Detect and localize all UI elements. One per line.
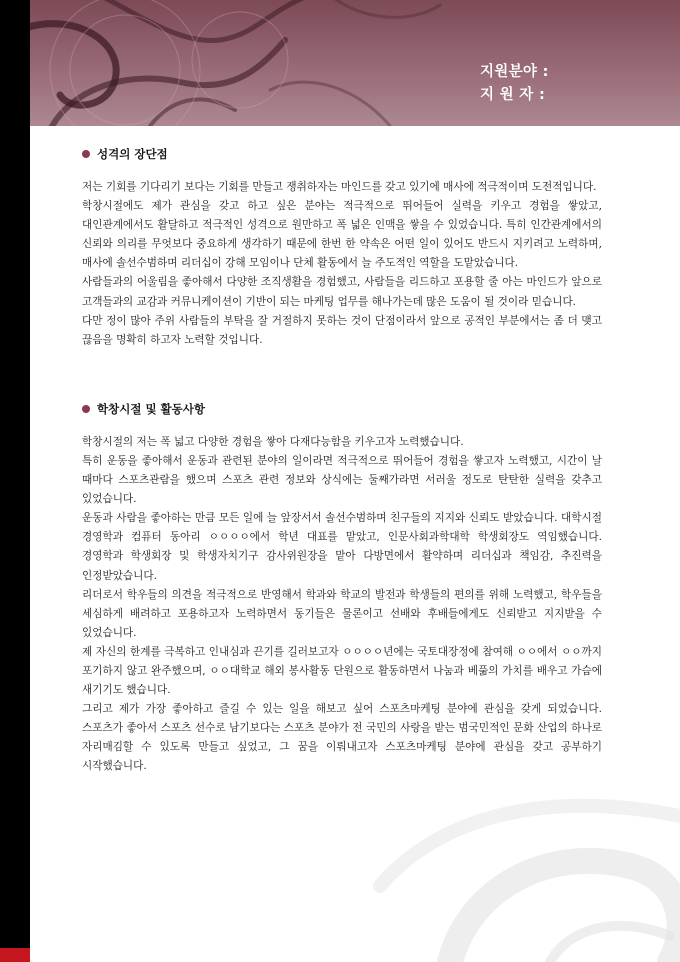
paragraph: 학창시절의 저는 폭 넓고 다양한 경험을 쌓아 다재다능함을 키우고자 노력했습니다.: [82, 435, 464, 448]
section-heading: [82, 142, 602, 166]
document-body: [82, 142, 602, 777]
paragraph: 사람들과의 어울림을 좋아해서 다양한 조직생활을 경험했고, 사람들을 리드하고 포용할 줄 아는 마인드가 앞으로 고객들과의 교감과 커뮤니케이션이 기반이 되는 마케팅 업무를 해나가는데 많은 도움이 될 것이라 믿습니다.: [82, 276, 602, 308]
section-body: [82, 433, 602, 777]
field-applicant-label: 지 원 자 :: [480, 87, 546, 103]
header-swirl-ornament: [30, 0, 680, 126]
section-personality: [82, 142, 602, 350]
section-activities: [82, 397, 602, 777]
bullet-dot-icon: [82, 405, 90, 413]
header-banner: [30, 0, 680, 126]
left-black-bar: [0, 0, 30, 962]
left-red-accent: [0, 948, 30, 962]
section-title: 성격의 장단점: [97, 147, 168, 161]
section-title: 학창시절 및 활동사항: [97, 401, 205, 416]
paragraph: 제 자신의 한계를 극복하고 인내심과 끈기를 길러보고자 ㅇㅇㅇㅇ년에는 국토대장정에 참여해 ㅇㅇ에서 ㅇㅇ까지 포기하지 않고 완주했으며, ㅇㅇ대학교 해외 봉사활동 단원으로 활동하면서 나눔과 베풂의 가치를 배우고 가슴에 새기기도 했습니다.: [82, 645, 602, 697]
paragraph: 저는 기회를 기다리기 보다는 기회를 만들고 쟁취하자는 마인드를 갖고 있기에 매사에 적극적이며 도전적입니다.: [82, 181, 597, 193]
section-body: [82, 178, 602, 350]
paragraph: 특히 운동을 좋아해서 운동과 관련된 분야의 일이라면 적극적으로 뛰어들어 경험을 쌓고자 노력했고, 시간이 날 때마다 스포츠관람을 했으며 스포츠 관련 정보와 상식에는 둘째가라면 서러울 정도로 탄탄한 실력을 갖추고 있었습니다.: [82, 454, 602, 506]
paragraph: 학창시절에도 제가 관심을 갖고 하고 싶은 분야는 적극적으로 뛰어들어 실력을 키우고 경험을 쌓았고, 대인관계에서도 활달하고 적극적인 성격으로 원만하고 폭 넓은 인맥을 쌓을 수 있었습니다. 특히 인간관계에서의 신뢰와 의리를 무엇보다 중요하게 생각하기 때문에 한번 한 약속은 어떤 일이 있어도 반드시 지키려고 노력하며, 매사에 솔선수범하며 리더십이 강해 모임이나 단체 활동에서 늘 주도적인 역할을 도맡았습니다.: [82, 200, 602, 270]
field-apply-label: 지원분야 :: [480, 64, 549, 80]
bullet-dot-icon: [82, 150, 90, 158]
section-heading: [82, 397, 602, 421]
paragraph: 그리고 제가 가장 좋아하고 즐길 수 있는 일을 해보고 싶어 스포츠마케팅 분야에 관심을 갖게 되었습니다. 스포츠가 좋아서 스포츠 선수로 남기보다는 스포츠 분야가 전 국민의 사랑을 받는 범국민적인 문화 산업의 하나로 자리매김할 수 있도록 만들고 싶었고, 그 꿈을 이뤄내고자 스포츠마케팅 분야에 관심을 갖고 공부하기 시작했습니다.: [82, 703, 602, 773]
paragraph: 리더로서 학우들의 의견을 적극적으로 반영해서 학과와 학교의 발전과 학생들의 편의를 위해 노력했고, 학우들을 세심하게 배려하고 포용하고자 노력하면서 동기들은 물론이고 선배와 후배들에게도 신뢰받고 지지받을 수 있었습니다.: [82, 588, 602, 639]
paragraph: 다만 정이 많아 주위 사람들의 부탁을 잘 거절하지 못하는 것이 단점이라서 앞으로 공적인 부분에서는 좀 더 맺고 끊음을 명확히 하고자 노력할 것입니다.: [82, 314, 602, 346]
header-fields: [480, 61, 570, 107]
paragraph: 운동과 사람을 좋아하는 만큼 모든 일에 늘 앞장서서 솔선수범하며 친구들의 지지와 신뢰도 받았습니다. 대학시절 경영학과 컴퓨터 동아리 ㅇㅇㅇㅇ에서 학년 대표를 맡았고, 인문사회과학대학 학생회장도 역임했습니다. 경영학과 학생회장 및 학생자치기구 감사위원장을 맡아 다방면에서 활약하며 리더십과 책임감, 추진력을 인정받았습니다.: [82, 512, 602, 582]
